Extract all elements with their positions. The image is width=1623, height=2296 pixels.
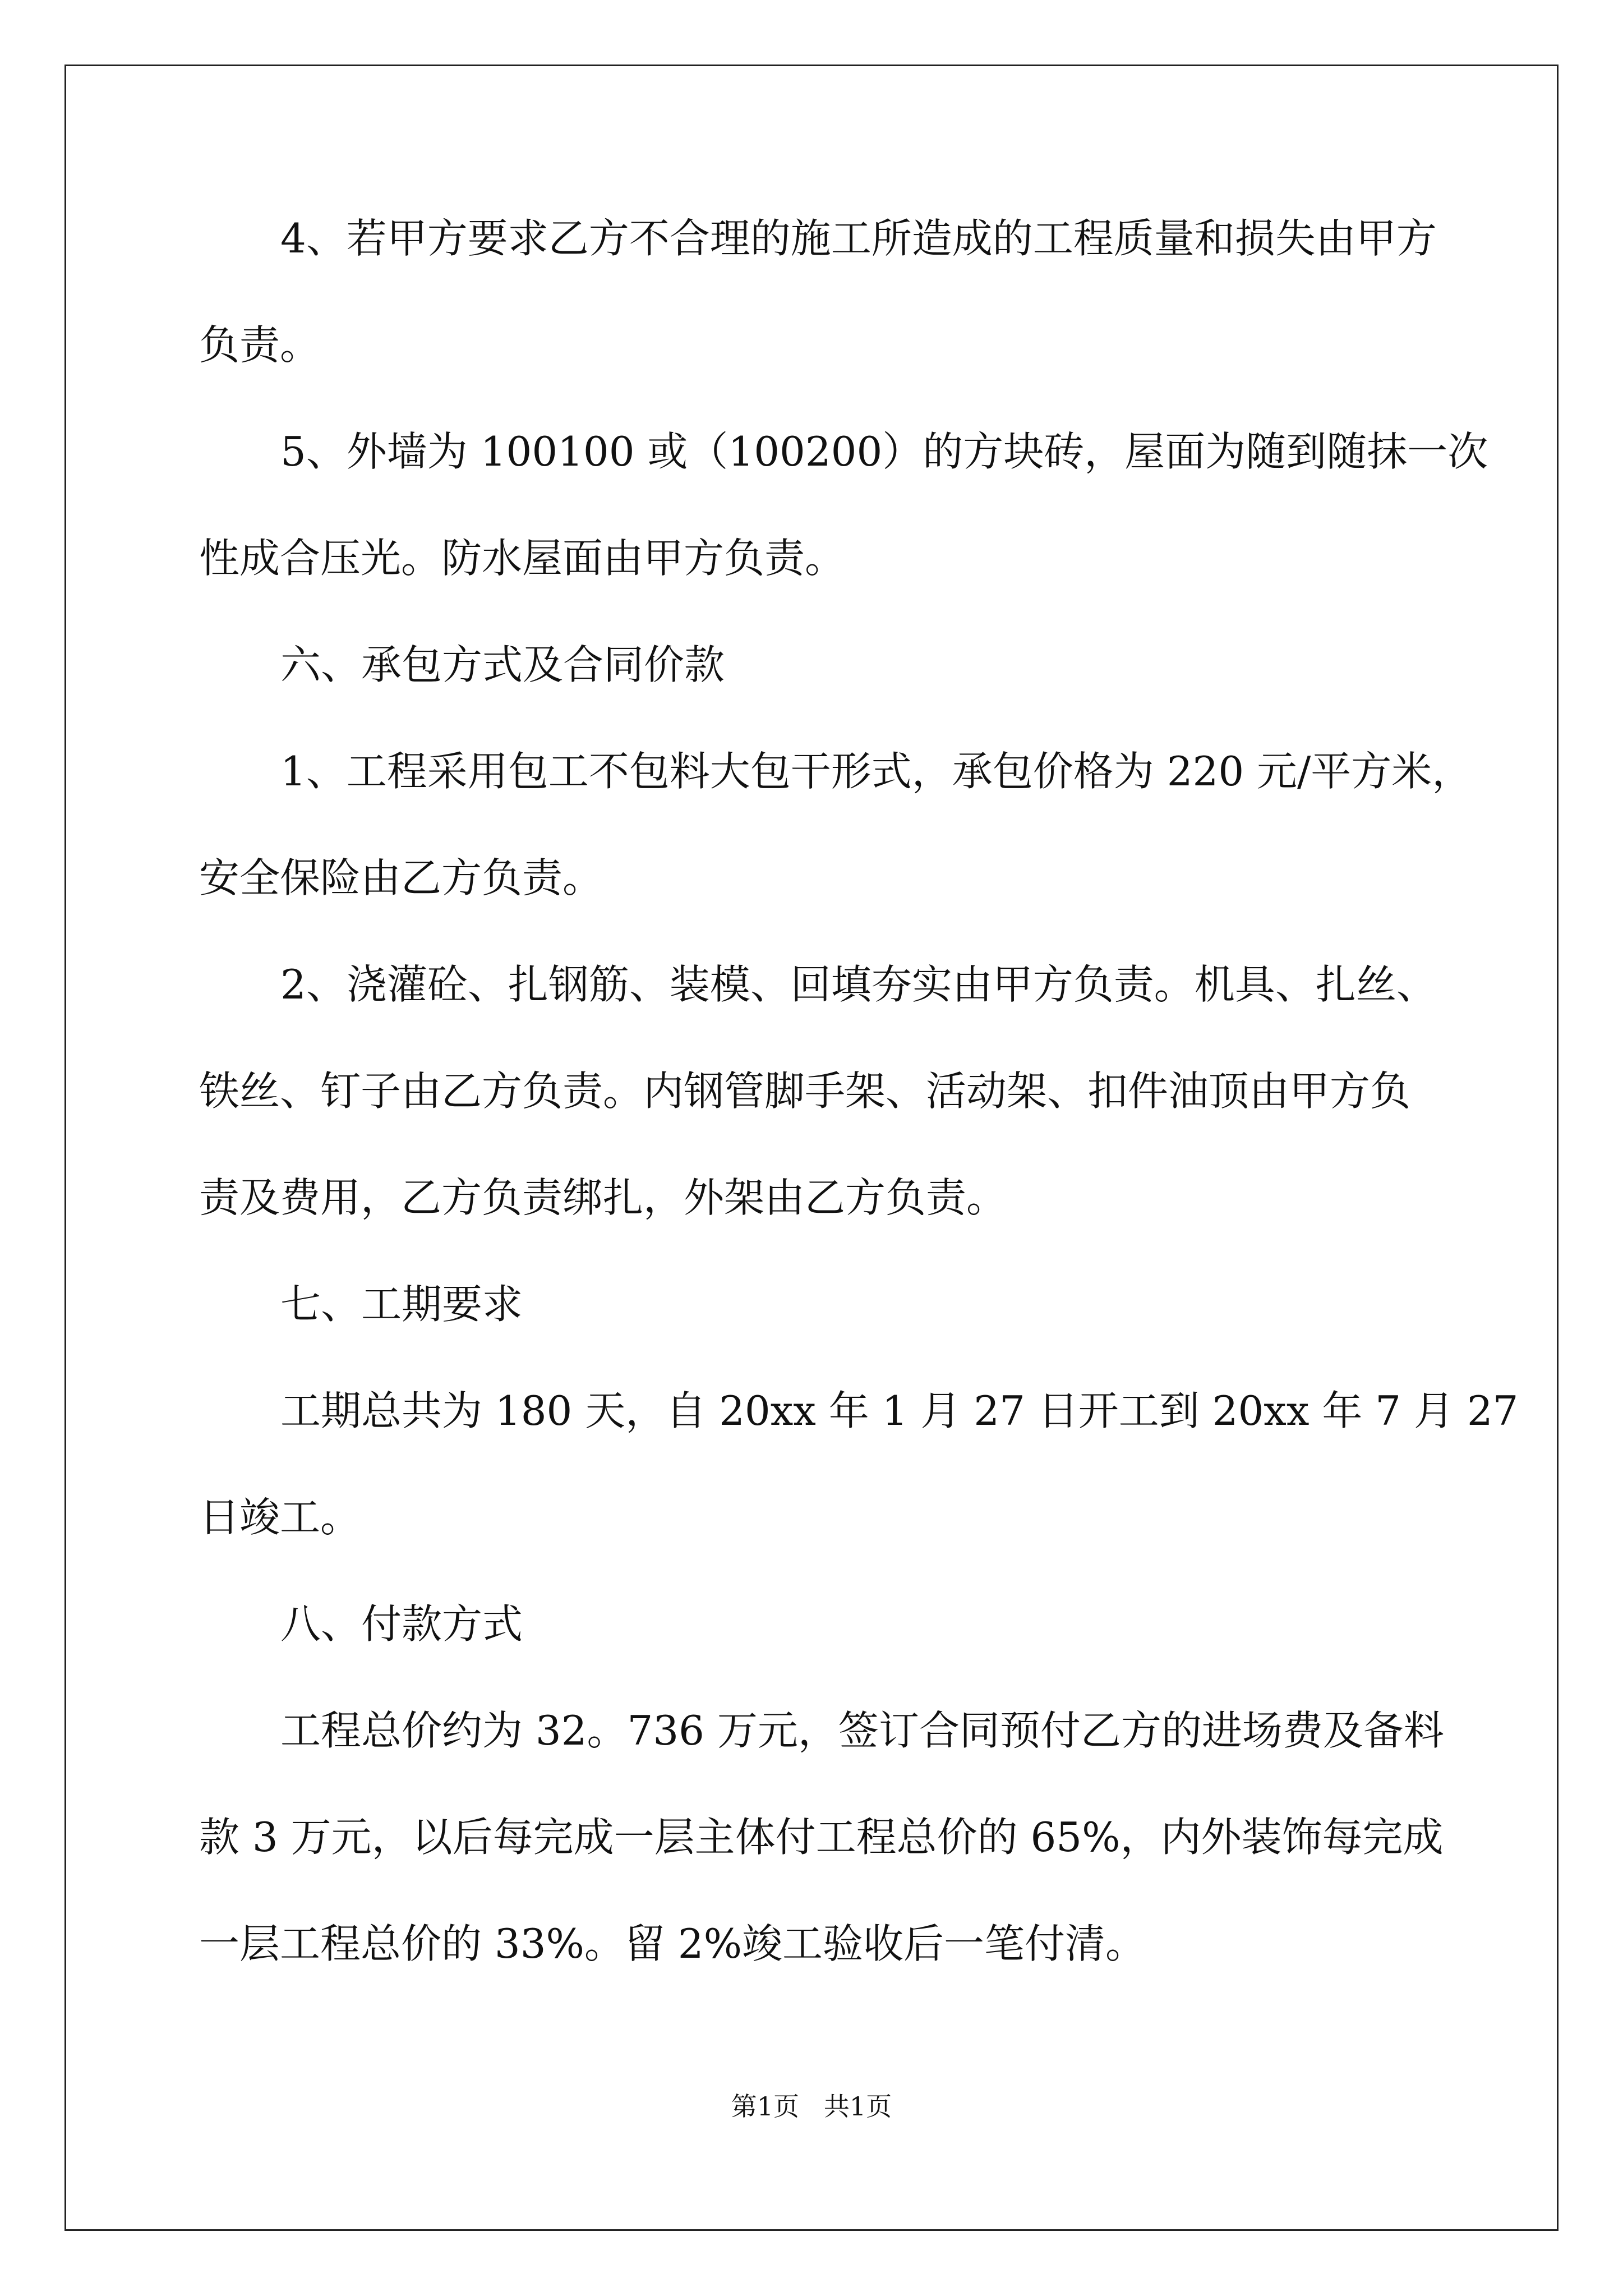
page-border bbox=[64, 65, 1559, 2231]
clause-5-line-1: 5、外墙为 100100 或（100200）的方块砖，屋面为随到随抹一次 bbox=[280, 428, 1488, 475]
section-6-item-2-line-3: 责及费用，乙方负责绑扎，外架由乙方负责。 bbox=[199, 1174, 1007, 1221]
clause-4-line-2: 负责。 bbox=[199, 321, 321, 369]
payment-line-2: 款 3 万元，以后每完成一层主体付工程总价的 65%，内外装饰每完成 bbox=[199, 1814, 1444, 1861]
page-footer: 第1页 共1页 bbox=[731, 2091, 892, 2122]
section-7-heading: 七、工期要求 bbox=[280, 1281, 523, 1328]
section-6-item-1-line-1: 1、工程采用包工不包料大包干形式，承包价格为 220 元/平方米， bbox=[280, 748, 1473, 795]
schedule-line-2: 日竣工。 bbox=[199, 1494, 361, 1541]
section-6-item-2-line-1: 2、浇灌砼、扎钢筋、装模、回填夯实由甲方负责。机具、扎丝、 bbox=[280, 961, 1437, 1008]
payment-line-3: 一层工程总价的 33%。留 2%竣工验收后一笔付清。 bbox=[199, 1920, 1146, 1967]
section-6-item-2-line-2: 铁丝、钉子由乙方负责。内钢管脚手架、活动架、扣件油顶由甲方负 bbox=[199, 1068, 1411, 1115]
clause-5-line-2: 性成合压光。防水屋面由甲方负责。 bbox=[199, 535, 846, 582]
schedule-line-1: 工期总共为 180 天，自 20xx 年 1 月 27 日开工到 20xx 年 7 月 27 bbox=[280, 1387, 1519, 1434]
clause-4-line-1: 4、若甲方要求乙方不合理的施工所造成的工程质量和损失由甲方 bbox=[280, 215, 1437, 262]
section-6-item-1-line-2: 安全保险由乙方负责。 bbox=[199, 854, 603, 901]
payment-line-1: 工程总价约为 32。736 万元，签订合同预付乙方的进场费及备料 bbox=[280, 1707, 1444, 1754]
section-8-heading: 八、付款方式 bbox=[280, 1600, 523, 1648]
section-6-heading: 六、承包方式及合同价款 bbox=[280, 641, 725, 688]
